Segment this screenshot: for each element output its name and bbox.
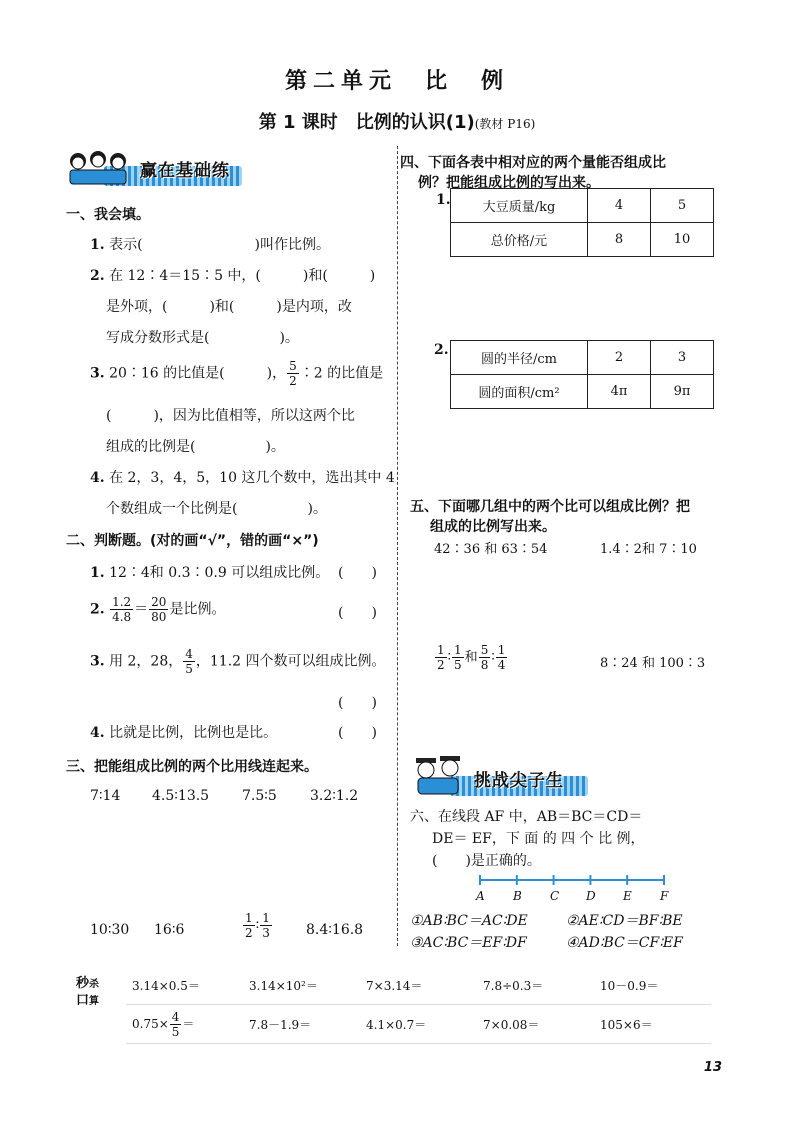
s5-option-b: 1.4∶2和 7∶10 [600,542,697,557]
s2-q3-num: 3. [90,653,105,670]
s6-option-1[interactable]: ①AB∶BC＝AC∶DE [410,913,528,929]
s2-q2-fraction-2 [149,596,168,623]
section-1-heading: 一、我会填。 [66,207,150,223]
s3-bottom-ratio-1[interactable]: 10∶30 [90,922,130,938]
s2-q3-part1: 用 2，28， [109,653,183,670]
frac-denominator: 2 [245,926,253,940]
oral-label-char: 秒 [76,976,90,991]
s1-q4 [90,467,395,487]
textbook-ref: (教材 P16) [474,117,536,131]
section-2-heading: 二、判断题。(对的画“√”，错的画“×”) [66,533,319,549]
s6-line2: DE＝ EF，下 面 的 四 个 比 例， [432,831,645,847]
s2-q4-answer[interactable]: ( ) [338,725,377,741]
frac-denominator: 3 [262,926,270,940]
s5-and: 和 [464,650,478,665]
s1-q3-line2: ( )，因为比值相等，所以这两个比 [106,408,355,424]
s2-q2 [90,596,225,623]
s3-top-ratio-1[interactable]: 7∶14 [90,788,121,804]
oral-item[interactable]: 10－0.9＝ [594,966,711,1005]
s2-q3-answer[interactable]: ( ) [338,695,377,711]
frac-denominator: 5 [171,1024,180,1039]
banner-challenge [410,760,590,800]
oral-text: 0.75× [132,1016,169,1031]
table-cell: 2 [588,341,651,375]
s1-q4-num: 4. [90,470,105,486]
s1-q3-part1: 20∶16 的比值是( )， [109,365,287,382]
frac-denominator: 5 [185,662,193,676]
table-row [451,223,714,257]
s1-q3 [90,360,383,387]
s1-q3-line3: 组成的比例是( )。 [106,439,285,455]
oral-fraction [170,1011,182,1038]
s1-q2 [90,265,375,285]
section-5-heading-l2: 组成的比例写出来。 [430,519,556,535]
table-row [451,189,714,223]
s2-q1-num: 1. [90,565,105,581]
segment-af-diagram [470,872,680,908]
s3-bottom-ratio-frac[interactable] [242,912,273,939]
s2-q4-num: 4. [90,725,105,741]
s5-option-a: 42∶36 和 63∶54 [434,542,548,557]
s2-q3-part2: ，11.2 四个数可以组成比例。 [195,653,386,670]
frac-numerator: 5 [289,359,297,373]
frac-denominator: 4.8 [112,610,132,624]
point-label: F [660,889,669,903]
table-cell: 5 [651,189,714,223]
s2-q4-text: 比就是比例，比例也是比。 [109,725,278,741]
s2-q3 [90,648,386,675]
s2-q1-answer[interactable]: ( ) [338,565,377,581]
s2-q2-eq: ＝ [134,601,149,618]
s1-q4-line1: 在 2，3，4，5，10 这几个数中，选出其中 4 [109,470,395,486]
lesson-name: 第 1 课时 比例的认识(1) [258,112,475,133]
oral-item[interactable]: 105×6＝ [594,1005,711,1044]
frac-third [260,912,272,939]
s2-q1-text: 12∶4和 0.3∶0.9 可以组成比例。 [109,565,330,581]
section-5-heading-l1: 五、下面哪几组中的两个比可以组成比例？把 [410,499,690,515]
oral-item[interactable] [126,1005,243,1044]
table-row [126,1005,711,1044]
s1-q2-line3: 写成分数形式是( )。 [106,330,299,346]
table-cell: 3 [651,341,714,375]
table-cell: 圆的半径/cm [451,341,588,375]
banner-basic [64,148,244,188]
s1-q3-num: 3. [90,365,105,382]
frac-denominator: 2 [289,374,297,388]
oral-item[interactable]: 3.14×0.5＝ [126,966,243,1005]
table-row [126,966,711,1005]
s1-q1-num: 1. [90,237,105,253]
s1-q2-line2: 是外项，( )和( )是内项，改 [106,299,352,315]
oral-calc-table [126,966,711,1044]
s6-line1: 六、在线段 AF 中，AB＝BC＝CD＝ [410,809,643,825]
frac-numerator: 1 [262,911,270,925]
s4-table-2-num: 2. [434,342,449,358]
section-4-heading-l2: 例？把能组成比例的写出来。 [418,175,600,191]
column-divider [397,146,398,946]
table-row [451,341,714,375]
table-cell: 4π [588,375,651,409]
s3-top-ratio-2[interactable]: 4.5∶13.5 [152,788,210,804]
table-row [451,375,714,409]
oral-label-char: 算 [89,996,100,1007]
oral-item[interactable]: 7.8÷0.3＝ [477,966,594,1005]
frac-numerator: 1 [245,911,253,925]
s2-q2-num: 2. [90,601,105,618]
s1-q1-text: 表示( )叫作比例。 [109,237,331,253]
s5-option-c: $\frac{1}{2}$ ∶ $\frac{1}{5}$ 和 $\frac{5}{8}$ ∶ $\frac{1}{4}$ [437,643,506,672]
s4-table-1-num: 1. [436,192,451,208]
s4-table-1 [450,188,714,257]
frac-numerator: 4 [171,1009,180,1024]
scholar-kids-icon [410,754,472,800]
s6-option-2[interactable]: ②AE∶CD＝BF∶BE [566,913,683,929]
oral-item[interactable]: 4.1×0.7＝ [360,1005,477,1044]
s3-bottom-ratio-2[interactable]: 16∶6 [154,922,185,938]
s2-q3-fraction [183,648,195,675]
s1-q1 [90,234,330,254]
point-label: C [550,889,560,903]
s1-q2-line1: 在 12∶4＝15∶5 中，( )和( ) [109,268,376,284]
page-number: 13 [703,1060,722,1075]
s3-top-ratio-4[interactable]: 3.2∶1.2 [310,788,359,804]
table-cell: 大豆质量/kg [451,189,588,223]
s6-option-3[interactable]: ③AC∶BC＝EF∶DF [410,935,527,951]
lesson-title [0,108,794,134]
s2-q2-answer[interactable]: ( ) [338,605,377,621]
s1-q3-fraction [287,360,299,387]
table-cell: 8 [588,223,651,257]
kids-mascot-icon [64,148,134,188]
s2-q2-text: 是比例。 [169,601,226,618]
s4-table-2 [450,340,714,409]
oral-label-char: 杀 [89,979,100,990]
s2-q4 [90,722,277,742]
section-4-heading-l1: 四、下面各表中相对应的两个量能否组成比 [400,155,666,171]
point-label: A [476,889,485,903]
oral-label [76,976,99,1010]
point-label: B [513,889,522,903]
oral-item[interactable]: 7×0.08＝ [477,1005,594,1044]
oral-text: ＝ [182,1016,195,1031]
table-cell: 10 [651,223,714,257]
point-label: D [586,889,596,903]
s6-line3: ( )是正确的。 [432,853,541,869]
s3-top-ratio-3[interactable]: 7.5∶5 [242,788,277,804]
s6-option-4[interactable]: ④AD∶BC＝CF∶EF [566,935,683,951]
frac-numerator: 1.2 [112,595,132,609]
s2-q2-fraction-1 [110,596,133,623]
banner-challenge-text: 挑战尖子生 [474,771,564,791]
s1-q2-num: 2. [90,268,105,284]
s1-q4-line2: 个数组成一个比例是( )。 [106,501,327,517]
point-label: E [623,889,632,903]
frac-numerator: 20 [151,595,167,609]
ratio-sep: ∶ [255,917,260,934]
banner-basic-text: 赢在基础练 [140,161,230,181]
s5-option-d: 8∶24 和 100∶3 [600,656,706,671]
frac-numerator: 4 [185,647,193,661]
s2-q1 [90,562,329,582]
table-cell: 4 [588,189,651,223]
frac-denominator: 80 [151,610,167,624]
table-cell: 总价格/元 [451,223,588,257]
unit-title: 第二单元 比 例 [284,69,509,94]
frac-half [243,912,255,939]
table-cell: 圆的面积/cm² [451,375,588,409]
oral-item[interactable]: 3.14×10²＝ [243,966,360,1005]
oral-label-char: 口 [76,993,90,1008]
s1-q3-part2: ∶2 的比值是 [299,365,384,382]
s3-bottom-ratio-4[interactable]: 8.4∶16.8 [306,922,364,938]
oral-item[interactable]: 7×3.14＝ [360,966,477,1005]
oral-item[interactable]: 7.8－1.9＝ [243,1005,360,1044]
table-cell: 9π [651,375,714,409]
section-3-heading: 三、把能组成比例的两个比用线连起来。 [66,759,318,775]
